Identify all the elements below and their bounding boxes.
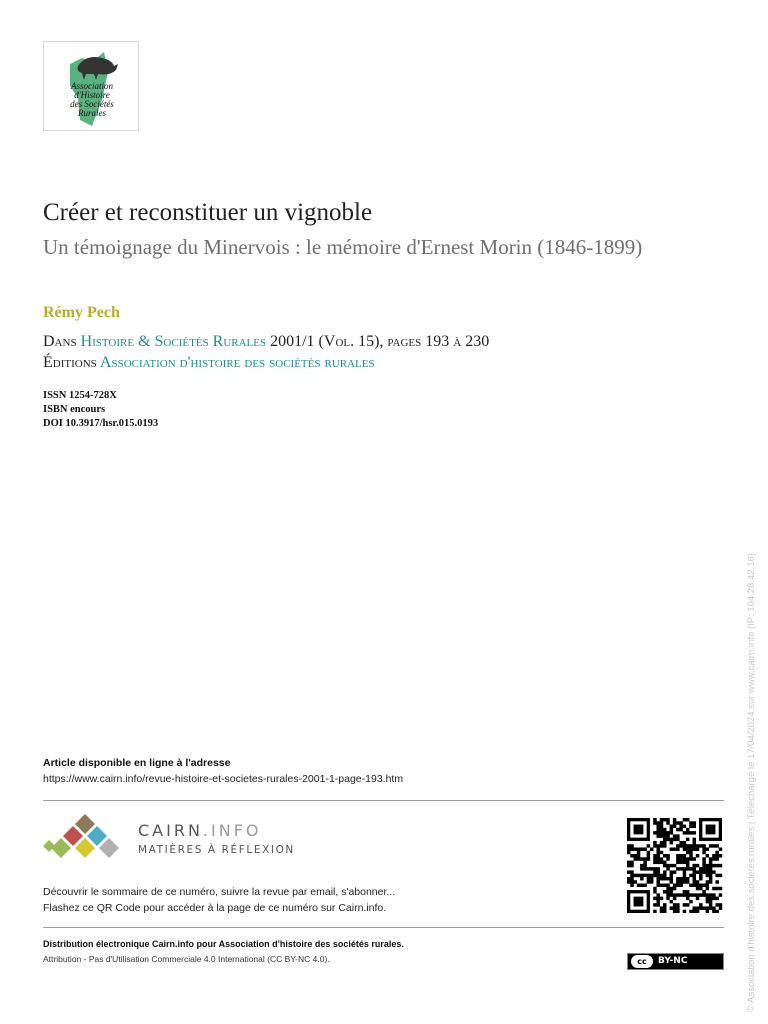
download-watermark: © Association d'histoire des sociétés rurales | Téléchargé le 17/04/2024 sur www.cairn.info (IP: 104.28.42.16) <box>746 553 757 1012</box>
divider <box>43 927 724 928</box>
issn: ISSN 1254-728X <box>43 390 117 401</box>
journal-line <box>43 333 733 351</box>
identifiers <box>43 389 158 431</box>
article-subtitle: Un témoignage du Minervois : le mémoire d'Ernest Morin (1846-1899) <box>43 235 643 259</box>
author-link[interactable]: Rémy Pech <box>43 304 120 321</box>
journal-link[interactable]: Histoire & Sociétés Rurales <box>80 333 267 350</box>
logo-wordmark: Association d'Histoire des Sociétés Rurales <box>70 81 114 118</box>
publisher-line <box>43 354 733 372</box>
licence-text: Attribution - Pas d'Utilisation Commerciale 4.0 International (CC BY-NC 4.0). <box>43 954 330 964</box>
in-label: Dans <box>43 333 77 350</box>
cairn-tagline: MATIÈRES À RÉFLEXION <box>138 844 295 856</box>
distribution-note: Distribution électronique Cairn.info pour Association d'histoire des sociétés rurales. <box>43 939 404 949</box>
isbn: ISBN encours <box>43 404 106 415</box>
editions-label: Éditions <box>43 354 97 371</box>
cairn-logo-icon[interactable] <box>43 812 133 868</box>
cairn-wordmark: CAIRN.INFO <box>138 821 262 840</box>
article-url-link[interactable]: https://www.cairn.info/revue-histoire-et-societes-rurales-2001-1-page-193.htm <box>43 773 404 785</box>
cc-badge-label: BY-NC <box>658 956 688 966</box>
publisher-link[interactable]: Association d'histoire des sociétés rurales <box>99 354 375 371</box>
cc-licence-badge[interactable] <box>627 953 724 970</box>
availability-label: Article disponible en ligne à l'adresse <box>43 757 231 769</box>
article-title: Créer et reconstituer un vignoble <box>43 199 373 226</box>
qr-code[interactable] <box>627 818 724 913</box>
doi: DOI 10.3917/hsr.015.0193 <box>43 418 159 429</box>
association-logo <box>43 41 139 131</box>
discover-text: Découvrir le sommaire de ce numéro, suivre la revue par email, s'abonner... Flashez ce QR Code pour accéder à la page de ce numéro sur Cairn.info. <box>43 886 396 914</box>
cc-icon: cc <box>631 955 653 968</box>
issue-info: 2001/1 (Vol. 15), pages 193 à 230 <box>270 333 490 350</box>
divider <box>43 800 724 801</box>
